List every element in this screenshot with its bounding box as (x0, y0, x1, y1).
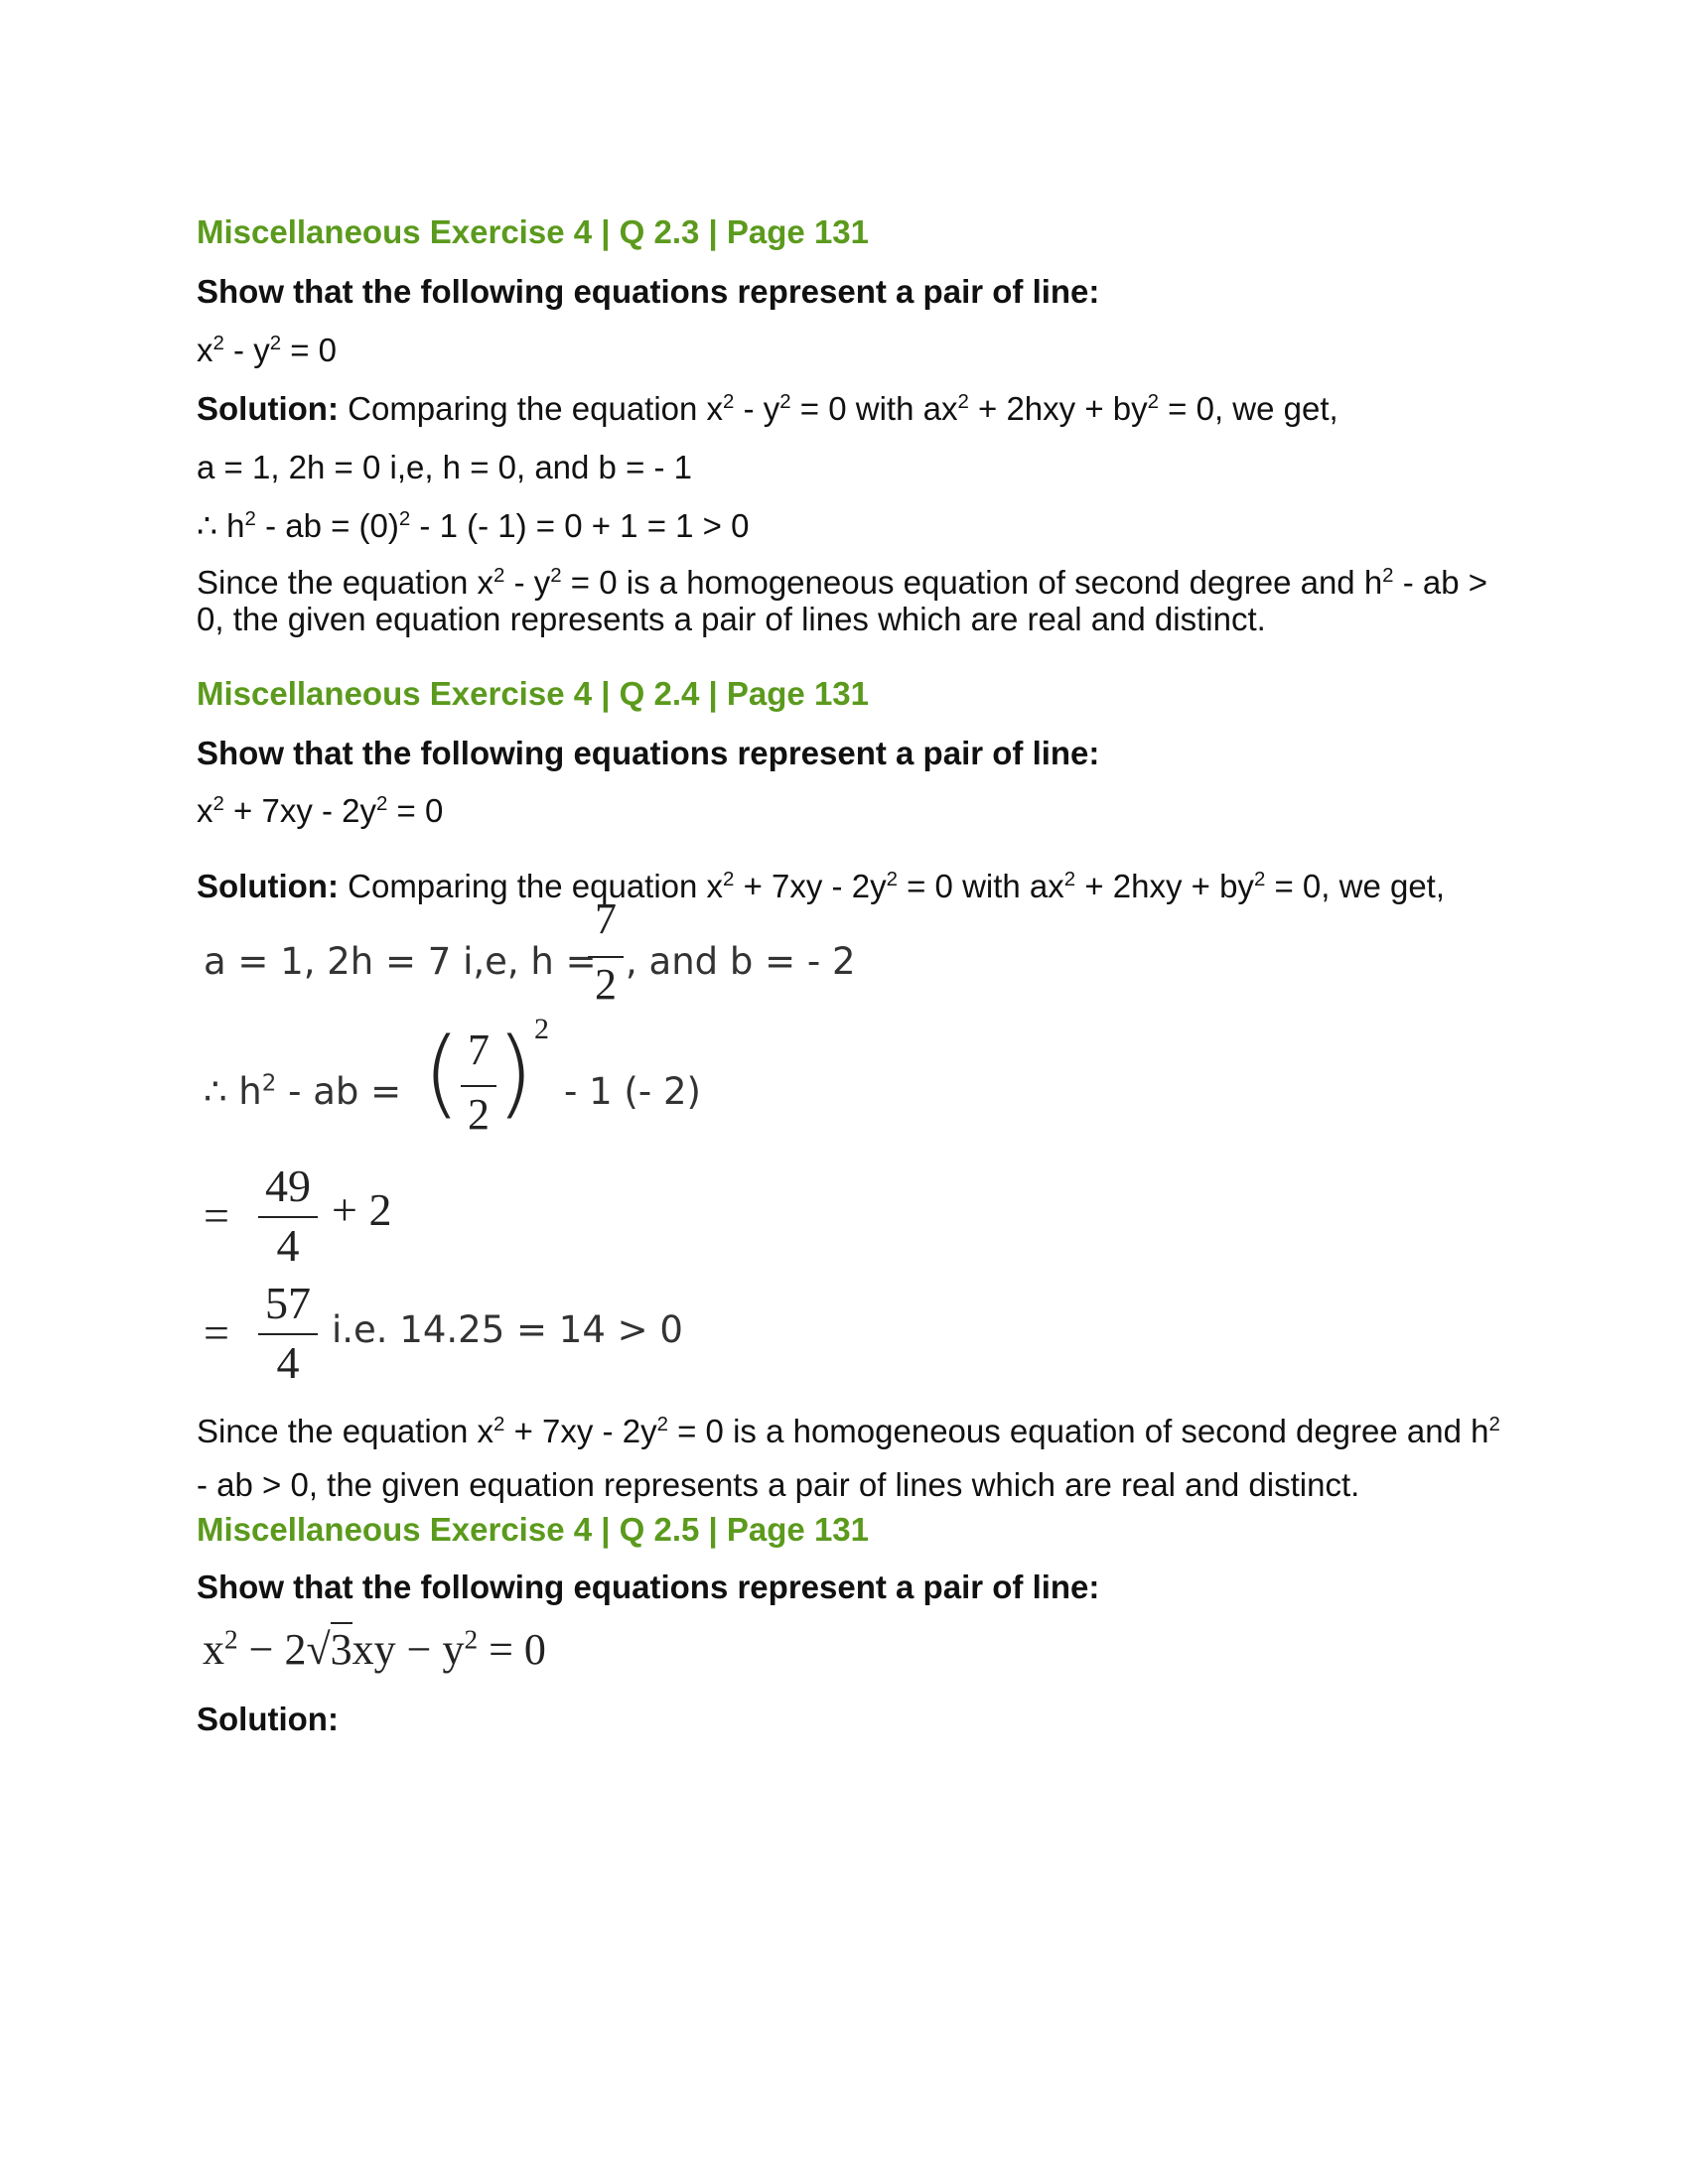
outer-exponent: 2 (534, 1013, 549, 1045)
solution-label: Solution: (197, 868, 339, 904)
step2-left: ∴ $h^2$ - ab = (204, 1070, 402, 1113)
step4-equals: = (204, 1307, 229, 1358)
section-heading-q2-4: Miscellaneous Exercise 4 | Q 2.4 | Page 131 (197, 675, 870, 712)
coefficients-line-q2-3: a = 1, 2h = 0 i,e, h = 0, and b = - 1 (197, 449, 693, 485)
section-heading-q2-3: Miscellaneous Exercise 4 | Q 2.3 | Page 131 (197, 213, 870, 250)
step1-left: a = 1, 2h = 7 i,e, h = (204, 940, 597, 983)
equation-q2-3: $x^2 - y^2 = 0$ (197, 332, 338, 368)
section-heading-q2-5: Miscellaneous Exercise 4 | Q 2.5 | Page 131 (197, 1511, 870, 1548)
question-text-q2-3: Show that the following equations represent a pair of line: (197, 273, 1100, 310)
step4-fraction: 57 4 (258, 1277, 318, 1394)
conclusion-q2-3: Since the equation $x^2 - y^2 = 0$ is a homogeneous equation of second degree and $h^2$ - ab > 0, the given equation represents a pair of lines which are real and distinct. (197, 564, 1488, 637)
conclusion-q2-4: Since the equation $x^2 + 7xy - 2y^2 = 0$ is a homogeneous equation of second degree and $h^2$ - ab > 0, the given equation represents a pair of lines which are real and distinct. (197, 1413, 1500, 1503)
discriminant-line-q2-3: ∴ $h^2$ - ab = $(0)^2 - 1$ (- 1) = 0 + 1 = 1 > 0 (197, 507, 750, 544)
step3-right: + 2 (332, 1184, 392, 1235)
solution-line-q2-3: Solution: Comparing the equation $x^2 - y^2 = 0$ with $ax^2 + 2hxy + by^2 = 0$, we get, (197, 390, 1338, 427)
left-paren: ( (423, 1018, 461, 1129)
equation-q2-4: $x^2 + 7xy - 2y^2 = 0$ (197, 792, 444, 829)
right-paren: ) (496, 1018, 534, 1129)
step1-fraction: 7 2 (588, 901, 624, 1011)
solution-label: Solution: (197, 390, 339, 427)
question-text-q2-5: Show that the following equations represent a pair of line: (197, 1569, 1100, 1605)
step2-right: - 1 (- 2) (564, 1070, 701, 1113)
step1-right: , and b = - 2 (626, 940, 856, 983)
step3-fraction: 49 4 (258, 1160, 318, 1277)
step4-right: i.e. 14.25 = 14 > 0 (332, 1308, 683, 1351)
step2-fraction: 7 2 (461, 1027, 496, 1137)
equation-q2-5: $x^2 - 2√3xy - y^2 = 0$ (203, 1624, 546, 1675)
step3-equals: = (204, 1190, 229, 1241)
solution-label-q2-5: Solution: (197, 1701, 339, 1737)
solution-line-q2-4: Solution: Comparing the equation $x^2 + 7xy - 2y^2 = 0$ with $ax^2 + 2hxy + by^2 = 0$, we get, (197, 868, 1446, 904)
question-text-q2-4: Show that the following equations represent a pair of line: (197, 735, 1100, 771)
sqrt-symbol: √ (306, 1625, 331, 1674)
